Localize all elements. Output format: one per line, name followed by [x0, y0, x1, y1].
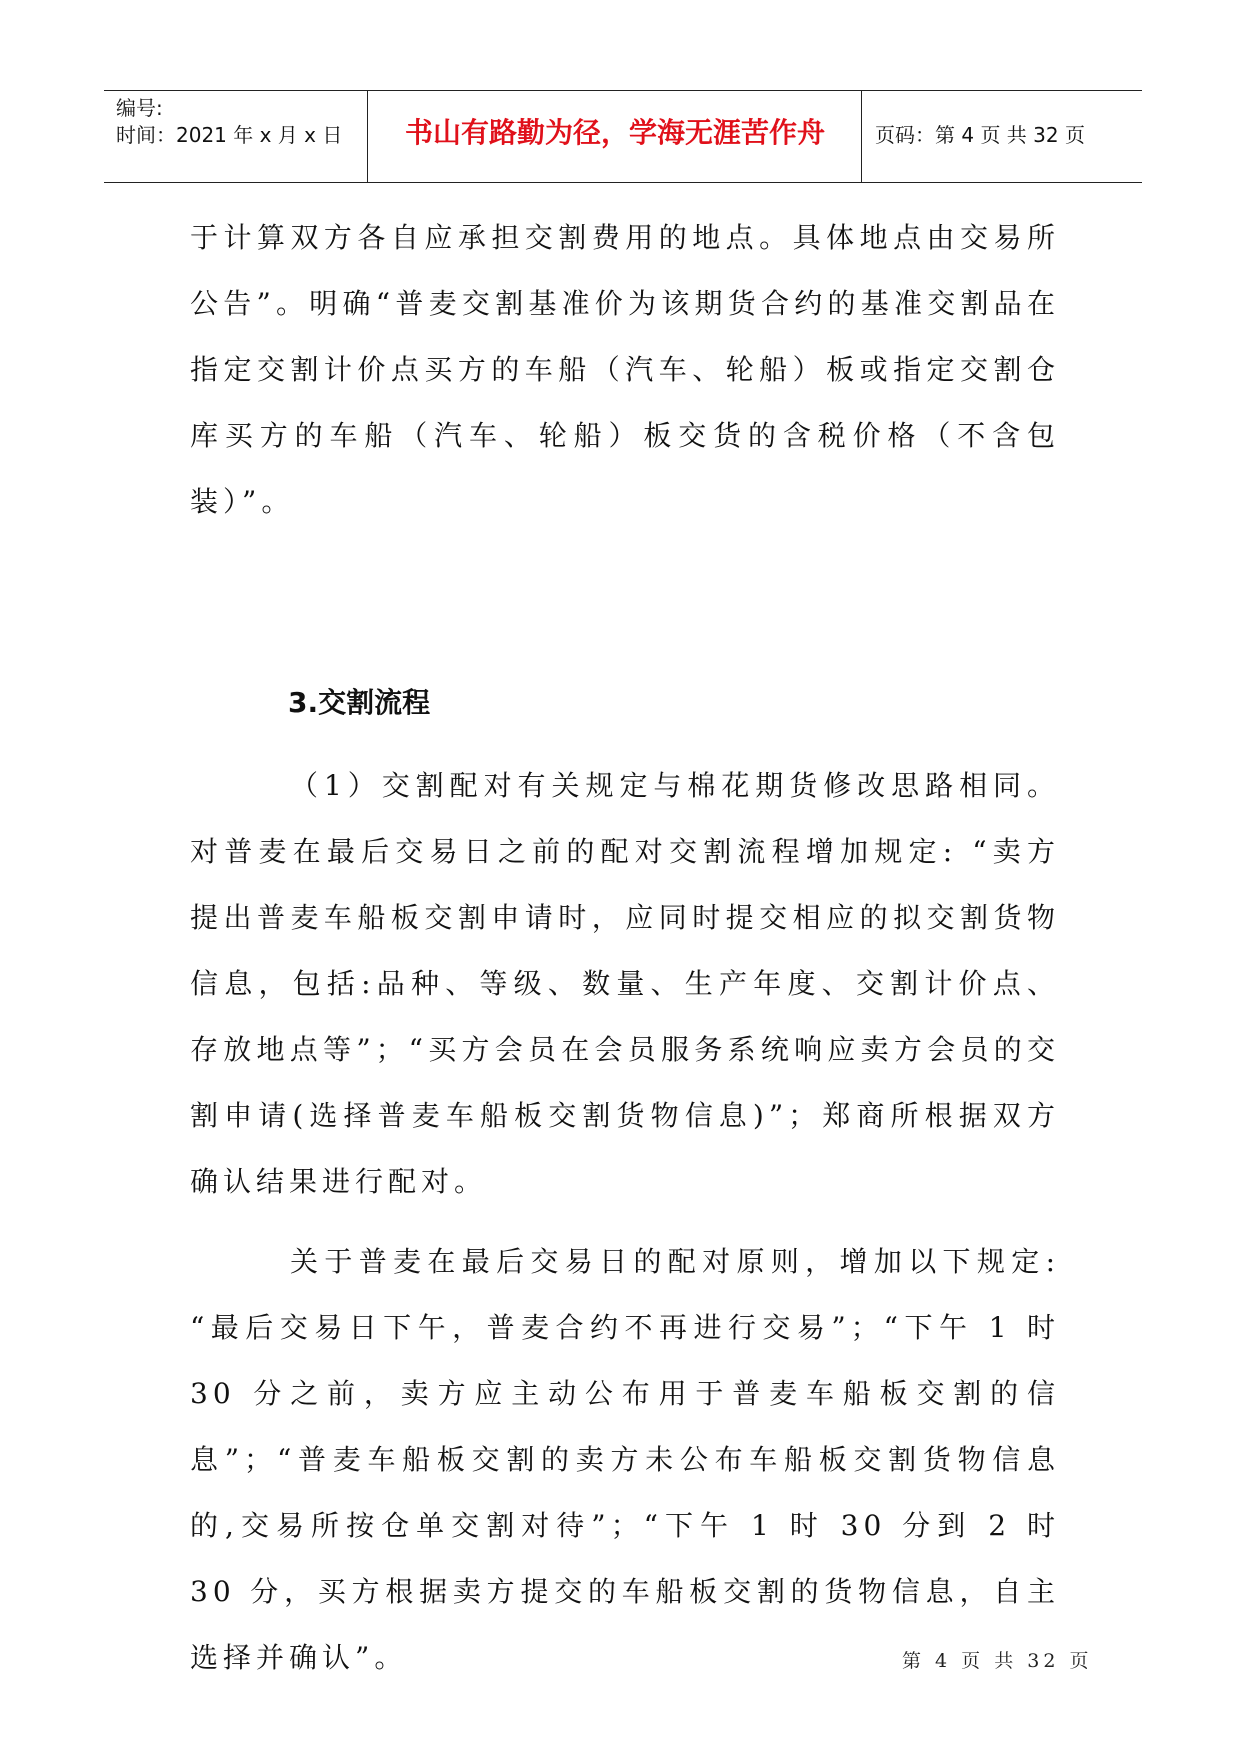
section-spacer	[190, 535, 1060, 683]
header-divider	[367, 91, 368, 182]
body-paragraph: （1）交割配对有关规定与棉花期货修改思路相同。对普麦在最后交易日之前的配对交割流程增加规定: “卖方提出普麦车船板交割申请时，应同时提交相应的拟交割货物信息，包括:品种、等级、数量、生产年度、交割计价点、存放地点等”；“买方会员在会员服务系统响应卖方会员的交割申请(选择普麦车船板交割货物信息)”；郑商所根据双方确认结果进行配对。	[190, 769, 1060, 1198]
document-date: 时间：2021 年 x 月 x 日	[116, 123, 343, 147]
header-page-code: 页码：第 4 页 共 32 页	[875, 123, 1085, 147]
section-spacer	[190, 1215, 1060, 1229]
body-paragraph: 关于普麦在最后交易日的配对原则，增加以下规定: “最后交易日下午，普麦合约不再进行交易”；“下午 1 时 30 分之前，卖方应主动公布用于普麦车船板交割的信息”；“普麦车船板交割的卖方未公布车船板交割货物信息的,交易所按仓单交割对待”；“下午 1 时 30 分到 2 时 30 分，买方根据卖方提交的车船板交割的货物信息，自主选择并确认”。	[190, 1245, 1060, 1674]
document-number-label: 编号:	[116, 96, 163, 120]
page-header	[104, 90, 1142, 183]
page-footer: 第 4 页 共 32 页	[902, 1650, 1093, 1672]
section-heading: 3.交割流程	[288, 686, 431, 719]
header-divider	[861, 91, 862, 182]
section-spacer	[190, 723, 1060, 753]
header-motto: 书山有路勤为径，学海无涯苦作舟	[404, 116, 825, 149]
body-paragraph: 于计算双方各自应承担交割费用的地点。具体地点由交易所公告”。明确“普麦交割基准价为该期货合约的基准交割品在指定交割计价点买方的车船（汽车、轮船）板或指定交割仓库买方的车船（汽车、轮船）板交货的含税价格（不含包装）”。	[190, 221, 1060, 518]
document-body	[190, 205, 1060, 1691]
